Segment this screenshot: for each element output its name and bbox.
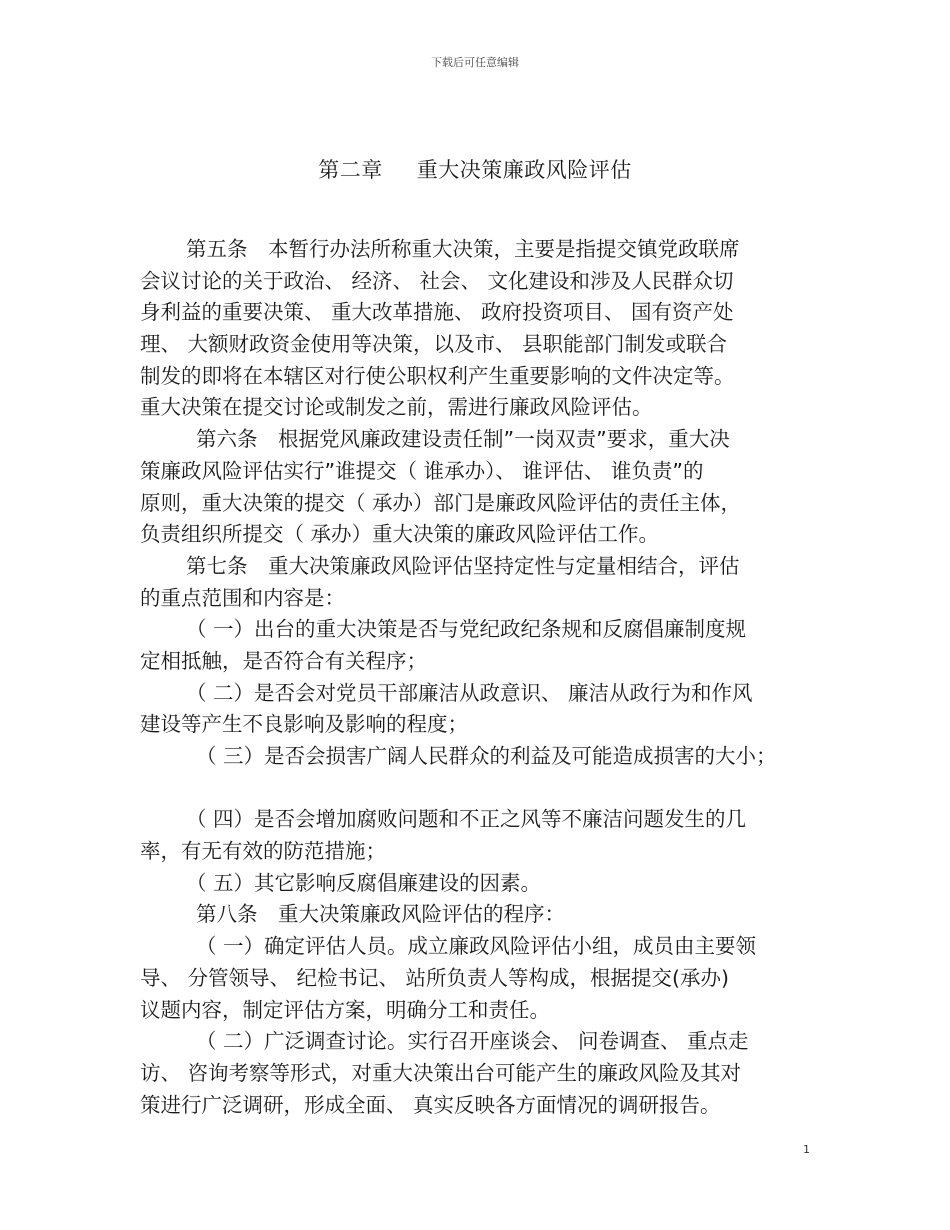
body-line: 率，有无有效的防范措施； <box>140 839 386 864</box>
body-line: （ 四）是否会增加腐败问题和不正之风等不廉洁问题发生的几 <box>186 807 747 832</box>
body-line: 身利益的重要决策、 重大改革措施、 政府投资项目、 国有资产处 <box>140 300 734 325</box>
body-line: 原则，重大决策的提交（ 承办）部门是廉政风险评估的责任主体， <box>140 490 742 515</box>
body-line: 制发的即将在本辖区对行使公职权利产生重要影响的文件决定等。 <box>140 363 735 388</box>
chapter-number: 第二章 <box>318 158 383 182</box>
body-line: 策进行广泛调研，形成全面、 真实反映各方面情况的调研报告。 <box>140 1092 721 1117</box>
page-number: 1 <box>803 1143 810 1156</box>
body-line <box>140 773 820 805</box>
body-line: 定相抵触，是否符合有关程序； <box>140 648 427 673</box>
body-line: 第八条 重大决策廉政风险评估的程序： <box>196 902 565 927</box>
body-line: 访、 咨询考察等形式，对重大决策出台可能产生的廉政风险及其对 <box>140 1060 742 1085</box>
chapter-title <box>0 154 950 184</box>
body-line: 导、 分管领导、 纪检书记、 站所负责人等构成，根据提交(承办) <box>140 965 730 990</box>
body-line: 理、 大额财政资金使用等决策，以及市、 县职能部门制发或联合 <box>140 332 728 357</box>
body-line: 会议讨论的关于政治、 经济、 社会、 文化建设和涉及人民群众切 <box>140 268 734 293</box>
body-line: 第六条 根据党风廉政建设责任制”一岗双责”要求，重大决 <box>196 427 730 452</box>
body-line: （ 一）确定评估人员。成立廉政风险评估小组，成员由主要领 <box>196 934 757 959</box>
page-header-note: 下载后可任意编辑 <box>431 56 519 69</box>
body-line: 策廉政风险评估实行”谁提交（ 谁承办）、 谁评估、 谁负责”的 <box>140 458 704 483</box>
chapter-heading: 重大决策廉政风险评估 <box>416 158 632 182</box>
body-line: （ 一）出台的重大决策是否与党纪政纪条规和反腐倡廉制度规 <box>186 617 747 642</box>
body-line: 议题内容，制定评估方案，明确分工和责任。 <box>140 997 550 1022</box>
body-line: 重大决策在提交讨论或制发之前，需进行廉政风险评估。 <box>140 395 653 420</box>
document-body <box>140 234 820 1121</box>
body-line: 的重点范围和内容是： <box>140 585 345 610</box>
body-line: 建设等产生不良影响及影响的程度； <box>140 712 468 737</box>
body-line: 第五条 本暂行办法所称重大决策，主要是指提交镇党政联席 <box>186 237 740 261</box>
body-line: （ 二）是否会对党员干部廉洁从政意识、 廉洁从政行为和作风 <box>186 680 753 705</box>
body-line: （ 二）广泛调查讨论。实行召开座谈会、 问卷调查、 重点走 <box>196 1029 749 1054</box>
body-line: 负责组织所提交（ 承办）重大决策的廉政风险评估工作。 <box>140 522 660 547</box>
body-line: 第七条 重大决策廉政风险评估坚持定性与定量相结合，评估 <box>186 553 740 578</box>
body-line: （ 五）其它影响反腐倡廉建设的因素。 <box>186 870 542 895</box>
body-line: （ 三）是否会损害广阔人民群众的利益及可能造成损害的大小； <box>196 744 777 768</box>
